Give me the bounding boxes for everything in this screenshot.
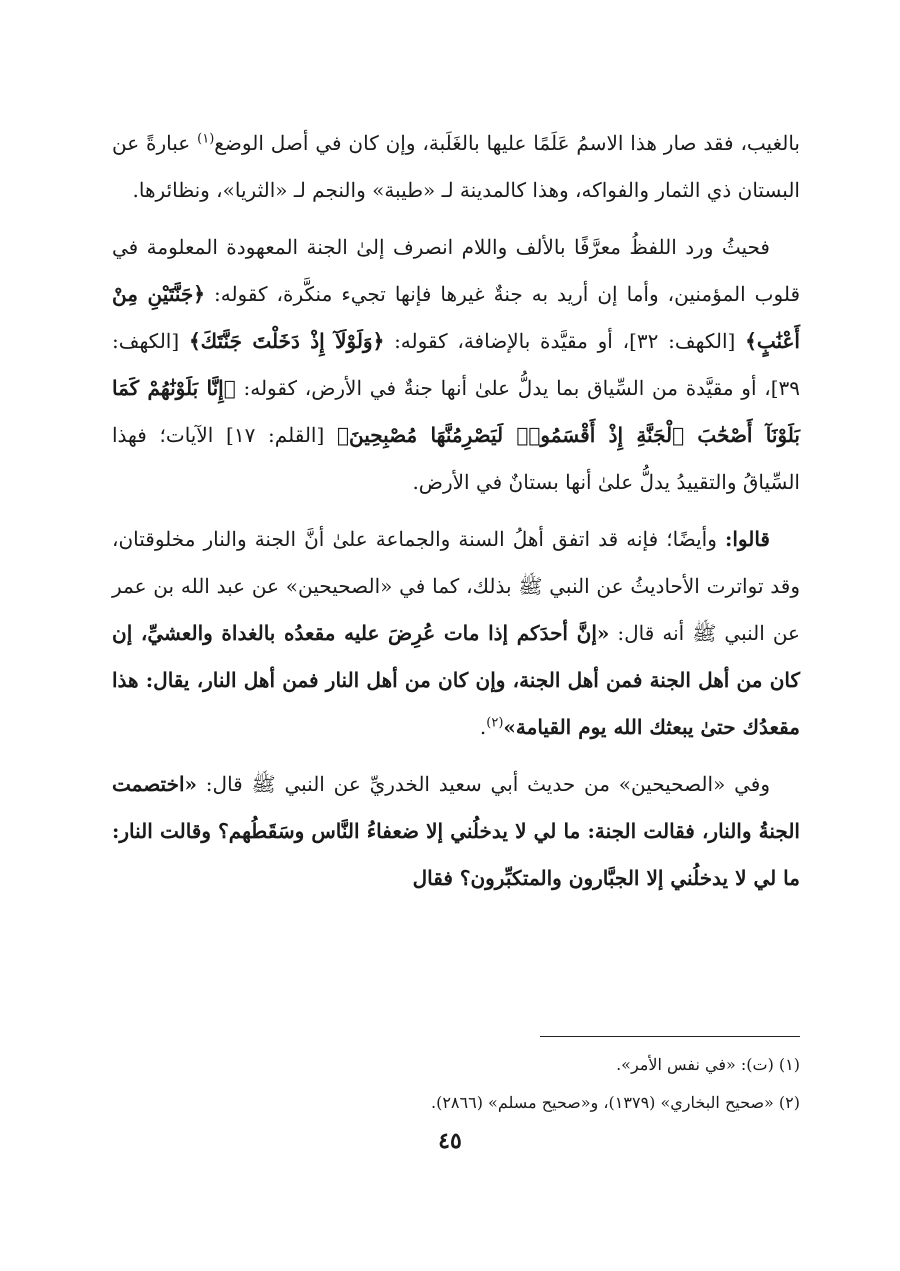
footnote-1: (١) (ت): «في نفس الأمر».	[616, 1055, 800, 1074]
text-segment: وأيضًا؛ فإنه قد اتفق أهلُ السنة والجماعة علىٰ أنَّ الجنة والنار مخلوقتان، وقد تواترت الأحاديثُ عن النبي ﷺ بذلك، كما في «الصحيحين» عن عبد الله بن عمر عن النبي ﷺ أنه قال:	[112, 527, 800, 645]
paragraph-3	[112, 516, 800, 751]
text-segment: قالوا:	[724, 527, 770, 551]
footnotes	[112, 1046, 800, 1122]
text-segment: .	[479, 715, 487, 739]
text-segment: فحيثُ ورد اللفظُ معرَّفًا بالألف واللام انصرف إلىٰ الجنة المعهودة المعلومة في قلوب المؤمنين، وأما إن أريد به جنةٌ غيرها فإنها تجيء منكَّرة، كقوله:	[112, 235, 801, 306]
footnote-2: (٢) «صحيح البخاري» (١٣٧٩)، و«صحيح مسلم» (٢٨٦٦).	[431, 1093, 800, 1112]
text-segment: [القلم: ١٧] الآيات؛ فهذا السِّياقُ والتقييدُ يدلُّ علىٰ أنها بستانٌ في الأرض.	[112, 423, 800, 494]
text-segment: [الكهف: ٣٩]، أو مقيَّدة من السِّياق بما يدلُّ علىٰ أنها جنةٌ في الأرض، كقوله:	[112, 329, 800, 400]
text-segment: (٢)	[486, 715, 504, 731]
main-text	[112, 120, 800, 902]
text-segment: وفي «الصحيحين» من حديث أبي سعيد الخدريِّ عن النبي ﷺ قال:	[197, 772, 770, 796]
text-segment: ﴿جَنَّتَيْنِ مِنْ أَعْنَٰبٍ﴾	[112, 282, 800, 353]
text-segment: عبارةً عن البستان ذي الثمار والفواكه، وهذا كالمدينة لـ «طيبة» والنجم لـ «الثريا»، ونظائرها.	[112, 131, 800, 202]
text-segment: ﴿إِنَّا بَلَوْنَٰهُمْ كَمَا بَلَوْنَآ أَصْحَٰبَ ٱلْجَنَّةِ إِذْ أَقْسَمُوا۟ لَيَصْرِمُنَّهَا مُصْبِحِينَ﴾	[112, 376, 800, 447]
text-segment: [الكهف: ٣٢]، أو مقيَّدة بالإضافة، كقوله:	[384, 329, 746, 353]
text-segment: ﴿وَلَوْلَآ إِذْ دَخَلْتَ جَنَّتَكَ﴾	[188, 329, 385, 353]
text-segment: «اختصمت الجنةُ والنار، فقالت الجنة: ما لي لا يدخلُني إلا ضعفاءُ النَّاس وسَقَطُهم؟ وقالت النار: ما لي لا يدخلُني إلا الجبَّارون والمتكبِّرون؟ فقال	[112, 772, 800, 890]
text-segment: بالغيب، فقد صار هذا الاسمُ عَلَمًا عليها بالغَلَبة، وإن كان في أصل الوضع	[214, 131, 800, 155]
text-segment: (١)	[197, 131, 215, 147]
footnote-divider	[540, 1036, 800, 1037]
paragraph-2	[112, 224, 800, 506]
page-number: ٤٥	[438, 1128, 462, 1154]
paragraph-4	[112, 761, 800, 902]
text-segment: «إنَّ أحدَكم إذا مات عُرِضَ عليه مقعدُه بالغداة والعشيِّ، إن كان من أهل الجنة فمن أهل الجنة، وإن كان من أهل النار فمن أهل النار، يقال: هذا مقعدُك حتىٰ يبعثك الله يوم القيامة»	[112, 621, 800, 739]
paragraph-1	[112, 120, 800, 214]
